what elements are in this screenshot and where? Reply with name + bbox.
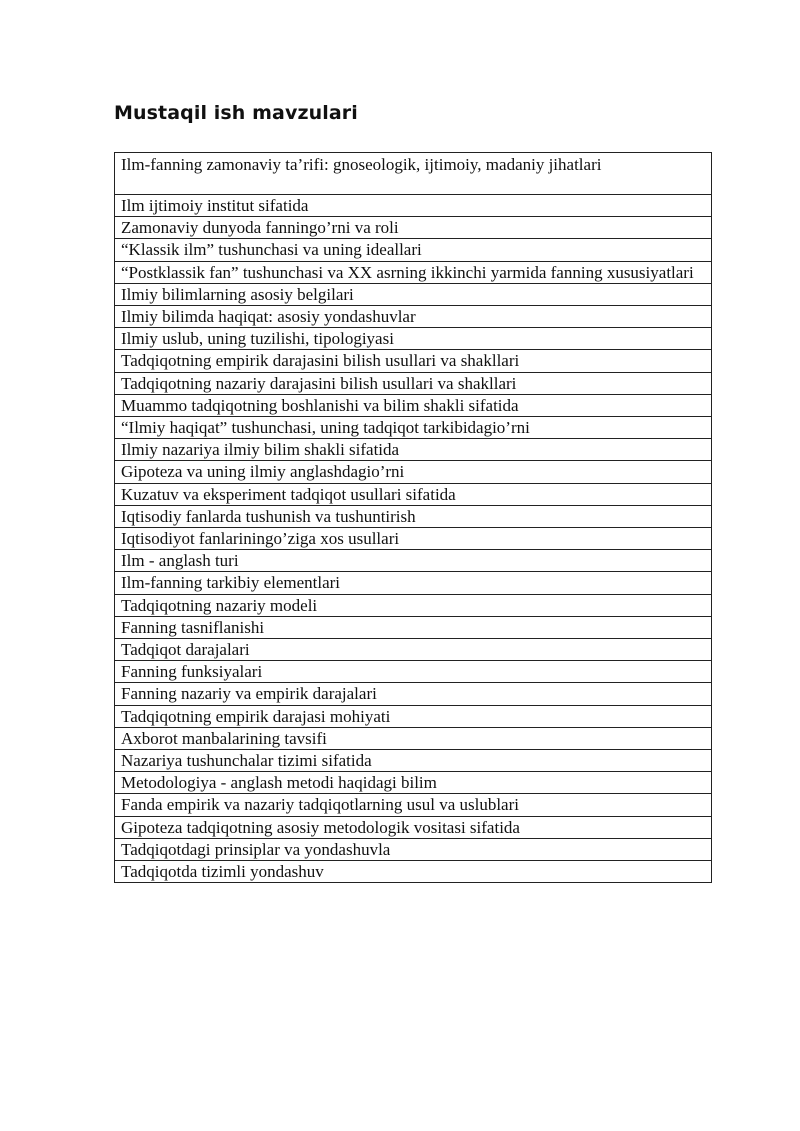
topic-row — [115, 372, 712, 394]
topic-cell: “Klassik ilm” tushunchasi va uning ideallari — [115, 239, 712, 261]
topic-row — [115, 727, 712, 749]
topic-cell: Tadqiqotning empirik darajasi mohiyati — [115, 705, 712, 727]
topic-cell: Fanda empirik va nazariy tadqiqotlarning usul va uslublari — [115, 794, 712, 816]
topic-row — [115, 394, 712, 416]
topic-cell: Muammo tadqiqotning boshlanishi va bilim shakli sifatida — [115, 394, 712, 416]
topic-row — [115, 861, 712, 883]
topic-cell: Ilm ijtimoiy institut sifatida — [115, 195, 712, 217]
document-heading: Mustaqil ish mavzulari — [114, 102, 358, 124]
topic-row — [115, 306, 712, 328]
topic-cell: Nazariya tushunchalar tizimi sifatida — [115, 750, 712, 772]
topic-cell: Kuzatuv va eksperiment tadqiqot usullari sifatida — [115, 483, 712, 505]
topic-row — [115, 572, 712, 594]
topic-cell: Gipoteza va uning ilmiy anglashdagio’rni — [115, 461, 712, 483]
topic-row — [115, 461, 712, 483]
topic-cell: Axborot manbalarining tavsifi — [115, 727, 712, 749]
topic-cell: Fanning nazariy va empirik darajalari — [115, 683, 712, 705]
topic-cell: Tadqiqotning nazariy modeli — [115, 594, 712, 616]
topic-row — [115, 417, 712, 439]
topic-row — [115, 153, 712, 195]
topic-row — [115, 483, 712, 505]
topic-cell: Iqtisodiyot fanlariningo’ziga xos usullari — [115, 528, 712, 550]
topic-cell: “Postklassik fan” tushunchasi va XX asrning ikkinchi yarmida fanning xususiyatlari — [115, 261, 712, 283]
topic-cell: Ilm - anglash turi — [115, 550, 712, 572]
topic-row — [115, 794, 712, 816]
topic-row — [115, 239, 712, 261]
topic-row — [115, 705, 712, 727]
topic-cell: “Ilmiy haqiqat” tushunchasi, uning tadqiqot tarkibidagio’rni — [115, 417, 712, 439]
topic-row — [115, 505, 712, 527]
topic-cell: Ilmiy bilimlarning asosiy belgilari — [115, 283, 712, 305]
topic-cell: Fanning tasniflanishi — [115, 616, 712, 638]
topic-cell: Gipoteza tadqiqotning asosiy metodologik vositasi sifatida — [115, 816, 712, 838]
topic-row — [115, 616, 712, 638]
topic-cell: Tadqiqotda tizimli yondashuv — [115, 861, 712, 883]
topic-cell: Tadqiqotdagi prinsiplar va yondashuvla — [115, 838, 712, 860]
topic-cell: Zamonaviy dunyoda fanningo’rni va roli — [115, 217, 712, 239]
topic-row — [115, 283, 712, 305]
topic-cell: Metodologiya - anglash metodi haqidagi bilim — [115, 772, 712, 794]
topic-cell: Ilm-fanning tarkibiy elementlari — [115, 572, 712, 594]
topic-cell: Ilmiy bilimda haqiqat: asosiy yondashuvlar — [115, 306, 712, 328]
topic-row — [115, 528, 712, 550]
topic-row — [115, 594, 712, 616]
topic-row — [115, 550, 712, 572]
topic-row — [115, 838, 712, 860]
topic-cell: Fanning funksiyalari — [115, 661, 712, 683]
topic-cell: Iqtisodiy fanlarda tushunish va tushuntirish — [115, 505, 712, 527]
topic-cell: Tadqiqotning empirik darajasini bilish usullari va shakllari — [115, 350, 712, 372]
topic-cell: Tadqiqotning nazariy darajasini bilish usullari va shakllari — [115, 372, 712, 394]
topic-row — [115, 350, 712, 372]
topic-row — [115, 217, 712, 239]
topic-cell: Ilmiy nazariya ilmiy bilim shakli sifatida — [115, 439, 712, 461]
topic-row — [115, 328, 712, 350]
topic-row — [115, 750, 712, 772]
topic-row — [115, 639, 712, 661]
topic-row — [115, 772, 712, 794]
topic-row — [115, 439, 712, 461]
topic-row — [115, 661, 712, 683]
topic-cell: Ilmiy uslub, uning tuzilishi, tipologiyasi — [115, 328, 712, 350]
topic-cell: Ilm-fanning zamonaviy ta’rifi: gnoseologik, ijtimoiy, madaniy jihatlari — [115, 153, 712, 195]
topics-table — [114, 152, 712, 883]
topic-cell: Tadqiqot darajalari — [115, 639, 712, 661]
topics-table-body — [115, 153, 712, 883]
topic-row — [115, 816, 712, 838]
topic-row — [115, 683, 712, 705]
topic-row — [115, 261, 712, 283]
topic-row — [115, 195, 712, 217]
